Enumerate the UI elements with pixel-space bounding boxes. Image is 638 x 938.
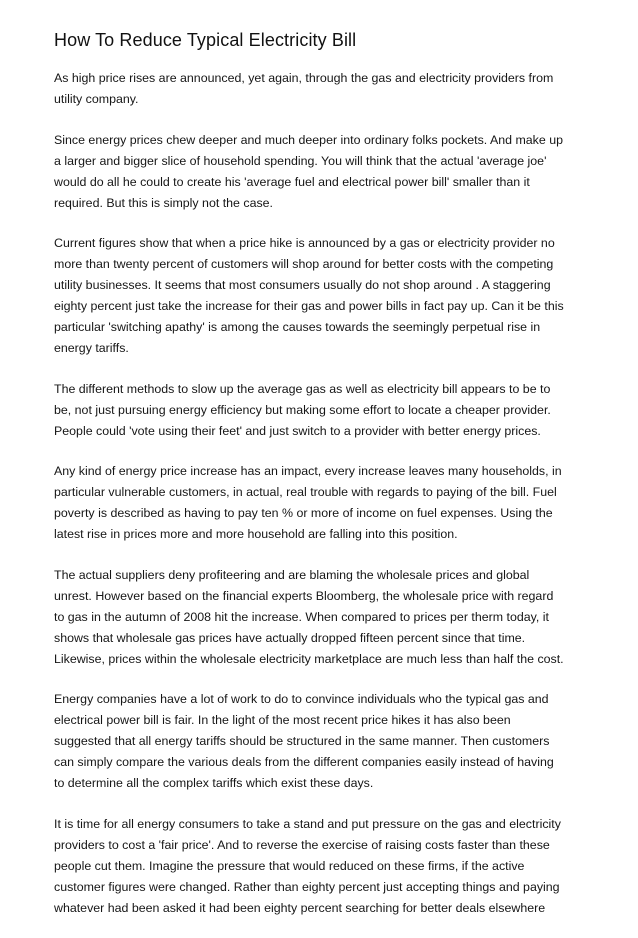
- paragraph: [54, 233, 594, 359]
- text-line: utility businesses. It seems that most consumers usually do not shop around . A staggering: [54, 278, 551, 292]
- text-line: It is time for all energy consumers to take a stand and put pressure on the gas and electricity: [54, 816, 561, 831]
- text-line: unrest. However based on the financial experts Bloomberg, the wholesale price with regard: [54, 588, 554, 603]
- paragraph: [54, 130, 594, 214]
- text-line: latest rise in prices more and more household are falling into this position.: [54, 527, 458, 541]
- paragraph: [54, 689, 594, 794]
- text-line: required. But this is simply not the case.: [54, 195, 274, 210]
- text-line: suggested that all energy tariffs should be structured in the same manner. Then customers: [54, 734, 550, 748]
- text-line: particular vulnerable customers, in actual, real trouble with regards to paying of the bill. Fuel: [54, 485, 557, 499]
- text-line: People could 'vote using their feet' and just switch to a provider with better energy prices.: [54, 423, 541, 438]
- paragraph: [54, 68, 594, 110]
- text-line: Since energy prices chew deeper and much deeper into ordinary folks pockets. And make up: [54, 132, 563, 147]
- text-line: Energy companies have a lot of work to do to convince individuals who the typical gas and: [54, 692, 549, 706]
- text-line: customer figures were changed. Rather than eighty percent just accepting things and paying: [54, 879, 560, 894]
- text-line: be, not just pursuing energy efficiency but making some effort to locate a cheaper provider.: [54, 402, 551, 417]
- text-line: The different methods to slow up the average gas as well as electricity bill appears to be to: [54, 381, 551, 396]
- text-line: poverty is described as having to pay ten % or more of income on fuel expenses. Using the: [54, 506, 553, 520]
- text-line: whatever had been asked it had been eighty percent searching for better deals elsewhere: [54, 900, 546, 915]
- paragraph: [54, 565, 594, 670]
- text-line: Likewise, prices within the wholesale electricity marketplace are much less than half the cost.: [54, 651, 564, 666]
- text-line: would do all he could to create his 'average fuel and electrical power bill' smaller than it: [54, 174, 530, 189]
- text-line: can simply compare the various deals from the different companies easily instead of having: [54, 755, 554, 769]
- text-line: energy tariffs.: [54, 341, 129, 355]
- text-line: eighty percent just take the increase for their gas and power bills in fact pay up. Can it be this: [54, 299, 564, 313]
- page-title: How To Reduce Typical Electricity Bill: [54, 30, 357, 50]
- text-line: a larger and bigger slice of household spending. You will think that the actual 'average joe': [54, 153, 547, 168]
- paragraph: [54, 461, 594, 545]
- text-line: more than twenty percent of customers will shop around for better costs with the competing: [54, 257, 554, 271]
- paragraph: [54, 379, 594, 442]
- text-line: electrical power bill is fair. In the light of the most recent price hikes it has also been: [54, 713, 511, 727]
- text-line: providers to cost a 'fair price'. And to reverse the exercise of raising costs faster than these: [54, 837, 550, 852]
- text-line: Any kind of energy price increase has an impact, every increase leaves many households, in: [54, 464, 562, 478]
- text-line: Current figures show that when a price hike is announced by a gas or electricity provider no: [54, 236, 555, 250]
- text-line: As high price rises are announced, yet again, through the gas and electricity providers from: [54, 71, 554, 85]
- article-body: [54, 68, 594, 938]
- paragraph: [54, 814, 594, 919]
- text-line: utility company.: [54, 92, 139, 106]
- text-line: to gas in the autumn of 2008 hit the increase. When compared to prices per therm today, it: [54, 609, 549, 624]
- text-line: The actual suppliers deny profiteering and are blaming the wholesale prices and global: [54, 567, 530, 582]
- text-line: particular 'switching apathy' is among the causes towards the seemingly perpetual rise in: [54, 320, 541, 334]
- text-line: shows that wholesale gas prices have actually dropped fifteen percent since that time.: [54, 630, 526, 645]
- text-line: to determine all the complex tariffs which exist these days.: [54, 776, 374, 790]
- text-line: people cut them. Imagine the pressure that would reduced on these firms, if the active: [54, 858, 525, 873]
